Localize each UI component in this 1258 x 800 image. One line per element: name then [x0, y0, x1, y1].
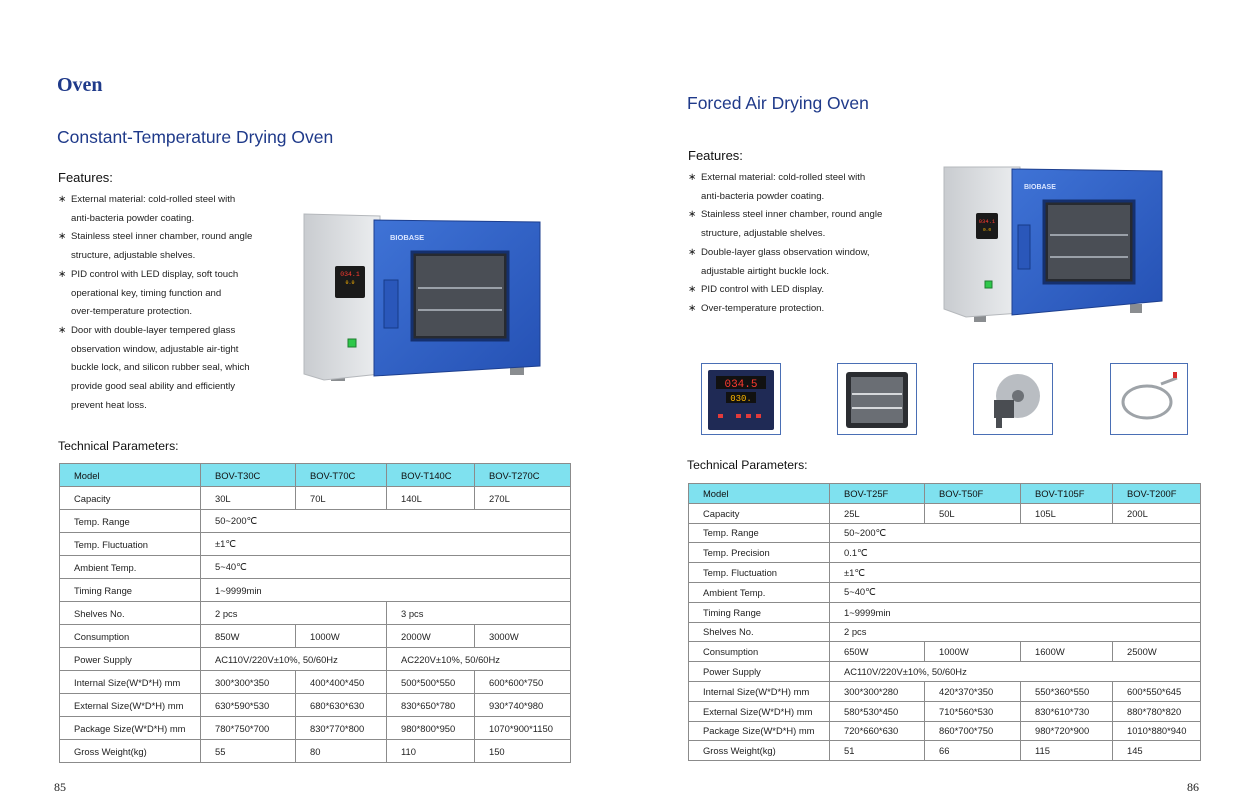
features-heading-right: Features: [688, 148, 743, 163]
table-cell: 2000W [387, 625, 475, 648]
table-cell: 400*400*450 [296, 671, 387, 694]
row-label: Consumption [689, 642, 830, 662]
table-row [60, 648, 571, 671]
table-cell: 140L [387, 487, 475, 510]
table-cell: 150 [475, 740, 571, 763]
feature-line: structure, adjustable shelves. [71, 250, 196, 262]
page-number-right: 86 [1187, 780, 1199, 794]
table-row [60, 510, 571, 533]
table-cell: 110 [387, 740, 475, 763]
table-cell: 650W [830, 642, 925, 662]
table-cell: 720*660*630 [830, 721, 925, 741]
table-cell: 420*370*350 [925, 681, 1021, 701]
product-title-left: Constant-Temperature Drying Oven [57, 127, 334, 147]
header-model-1: BOV-T25F [830, 484, 925, 504]
table-cell: 830*650*780 [387, 694, 475, 717]
table-cell: 3 pcs [387, 602, 571, 625]
feature-line: ∗ Over-temperature protection. [688, 300, 918, 319]
table-cell: 300*300*280 [830, 681, 925, 701]
table-cell: 25L [830, 503, 925, 523]
row-label: Ambient Temp. [60, 556, 201, 579]
row-label: Package Size(W*D*H) mm [689, 721, 830, 741]
table-cell: 780*750*700 [201, 717, 296, 740]
row-label: Power Supply [689, 662, 830, 682]
row-label: Temp. Precision [689, 543, 830, 563]
table-row [60, 740, 571, 763]
feature-line: operational key, timing function and [71, 287, 222, 299]
controller-main-readout: 034.5 [724, 379, 758, 391]
row-label: Timing Range [60, 579, 201, 602]
table-cell: 270L [475, 487, 571, 510]
forced-air-oven-image [940, 163, 1165, 329]
table-cell: AC110V/220V±10%, 50/60Hz [830, 662, 1201, 682]
feature-line: prevent heat loss. [71, 399, 147, 411]
table-row [689, 662, 1201, 682]
feature-line: ∗ Stainless steel inner chamber, round angle [58, 228, 288, 247]
feature-line: structure, adjustable shelves. [701, 228, 826, 240]
table-cell: 600*550*645 [1113, 681, 1201, 701]
brand-logo: BIOBASE [1024, 184, 1056, 191]
feature-line: observation window, adjustable air-tight [71, 343, 239, 355]
feature-line: adjustable airtight buckle lock. [701, 265, 829, 277]
table-cell: 630*590*530 [201, 694, 296, 717]
table-cell: AC110V/220V±10%, 50/60Hz [201, 648, 387, 671]
table-cell: 105L [1021, 503, 1113, 523]
header-model-3: BOV-T105F [1021, 484, 1113, 504]
table-row [60, 487, 571, 510]
tech-heading-left: Technical Parameters: [58, 439, 179, 453]
table-row [689, 642, 1201, 662]
row-label: Shelves No. [689, 622, 830, 642]
row-label: Ambient Temp. [689, 582, 830, 602]
spec-table-right [688, 483, 1201, 761]
table-cell: 830*610*730 [1021, 701, 1113, 721]
feature-line: ∗ Double-layer glass observation window, [688, 244, 918, 263]
row-label: Capacity [689, 503, 830, 523]
header-model-3: BOV-T140C [387, 464, 475, 487]
table-cell: 500*500*550 [387, 671, 475, 694]
table-cell: 930*740*980 [475, 694, 571, 717]
table-row [689, 563, 1201, 583]
feature-line: buckle lock, and silicon rubber seal, which [71, 362, 250, 374]
features-list-right [688, 169, 918, 319]
table-cell: 5~40℃ [201, 556, 571, 579]
row-label: Internal Size(W*D*H) mm [689, 681, 830, 701]
table-cell: 600*600*750 [475, 671, 571, 694]
table-cell: 1~9999min [201, 579, 571, 602]
spec-table-left [59, 463, 571, 763]
table-row [689, 503, 1201, 523]
table-cell: 0.1℃ [830, 543, 1201, 563]
table-cell: 1600W [1021, 642, 1113, 662]
display-sub: 0.0 [982, 228, 992, 233]
table-cell: 115 [1021, 741, 1113, 761]
chamber-thumbnail [837, 363, 917, 435]
table-cell: 50L [925, 503, 1021, 523]
controller-thumbnail [701, 363, 781, 435]
table-cell: ±1℃ [830, 563, 1201, 583]
feature-line: provide good seal ability and efficiently [71, 381, 236, 393]
row-label: Capacity [60, 487, 201, 510]
row-label: Temp. Range [689, 523, 830, 543]
feature-line: ∗ Door with double-layer tempered glass [58, 322, 288, 341]
table-cell: 55 [201, 740, 296, 763]
header-model-1: BOV-T30C [201, 464, 296, 487]
row-label: Gross Weight(kg) [60, 740, 201, 763]
feature-line: ∗ PID control with LED display. [688, 281, 918, 300]
display-sub: 0.0 [345, 280, 355, 286]
table-cell: ±1℃ [201, 533, 571, 556]
table-row [60, 579, 571, 602]
table-row [60, 694, 571, 717]
table-cell: 550*360*550 [1021, 681, 1113, 701]
header-model: Model [689, 484, 830, 504]
table-row [689, 701, 1201, 721]
table-row [689, 721, 1201, 741]
feature-line: ∗ External material: cold-rolled steel with [688, 169, 918, 188]
table-row [60, 625, 571, 648]
row-label: Power Supply [60, 648, 201, 671]
table-row [689, 622, 1201, 642]
table-row [60, 533, 571, 556]
product-title-right: Forced Air Drying Oven [687, 93, 869, 113]
row-label: Consumption [60, 625, 201, 648]
row-label: Temp. Fluctuation [60, 533, 201, 556]
table-cell: 66 [925, 741, 1021, 761]
constant-temperature-oven-image [300, 208, 545, 386]
row-label: Timing Range [689, 602, 830, 622]
table-row [689, 582, 1201, 602]
feature-line: ∗ PID control with LED display, soft touch [58, 266, 288, 285]
header-model-4: BOV-T270C [475, 464, 571, 487]
feature-line: anti-bacteria powder coating. [71, 212, 195, 224]
table-cell: 1010*880*940 [1113, 721, 1201, 741]
tech-heading-right: Technical Parameters: [687, 458, 808, 472]
table-cell: 980*800*950 [387, 717, 475, 740]
table-cell: 680*630*630 [296, 694, 387, 717]
controller-sub-readout: 030. [730, 394, 752, 404]
table-row [689, 741, 1201, 761]
header-model-2: BOV-T50F [925, 484, 1021, 504]
table-cell: 50~200℃ [830, 523, 1201, 543]
table-cell: 860*700*750 [925, 721, 1021, 741]
table-row [689, 543, 1201, 563]
table-cell: 70L [296, 487, 387, 510]
header-model: Model [60, 464, 201, 487]
table-cell: 1000W [925, 642, 1021, 662]
features-heading-left: Features: [58, 170, 113, 185]
table-cell: 200L [1113, 503, 1201, 523]
row-label: Temp. Fluctuation [689, 563, 830, 583]
table-cell: 830*770*800 [296, 717, 387, 740]
table-row [689, 602, 1201, 622]
header-model-2: BOV-T70C [296, 464, 387, 487]
display-main: 034.1 [340, 271, 360, 278]
table-cell: 2 pcs [201, 602, 387, 625]
table-row [60, 671, 571, 694]
table-cell: 3000W [475, 625, 571, 648]
table-cell: AC220V±10%, 50/60Hz [387, 648, 571, 671]
table-cell: 1000W [296, 625, 387, 648]
table-cell: 50~200℃ [201, 510, 571, 533]
table-cell: 850W [201, 625, 296, 648]
header-model-4: BOV-T200F [1113, 484, 1201, 504]
table-cell: 2 pcs [830, 622, 1201, 642]
table-cell: 1~9999min [830, 602, 1201, 622]
table-row [60, 602, 571, 625]
row-label: Shelves No. [60, 602, 201, 625]
table-cell: 580*530*450 [830, 701, 925, 721]
table-cell: 300*300*350 [201, 671, 296, 694]
table-cell: 30L [201, 487, 296, 510]
row-label: External Size(W*D*H) mm [689, 701, 830, 721]
display-main: 034.1 [978, 218, 996, 225]
table-row [60, 717, 571, 740]
table-cell: 980*720*900 [1021, 721, 1113, 741]
table-cell: 710*560*530 [925, 701, 1021, 721]
row-label: Temp. Range [60, 510, 201, 533]
table-cell: 145 [1113, 741, 1201, 761]
brand-logo: BIOBASE [390, 233, 425, 242]
row-label: Package Size(W*D*H) mm [60, 717, 201, 740]
page-number-left: 85 [54, 780, 66, 794]
temperature-sensor-thumbnail [1110, 363, 1188, 435]
row-label: Internal Size(W*D*H) mm [60, 671, 201, 694]
feature-line: anti-bacteria powder coating. [701, 190, 825, 202]
table-cell: 1070*900*1150 [475, 717, 571, 740]
fan-motor-thumbnail [973, 363, 1053, 435]
table-row [689, 523, 1201, 543]
table-cell: 51 [830, 741, 925, 761]
table-cell: 880*780*820 [1113, 701, 1201, 721]
table-row [689, 681, 1201, 701]
table-cell: 80 [296, 740, 387, 763]
section-title: Oven [57, 74, 103, 96]
row-label: External Size(W*D*H) mm [60, 694, 201, 717]
feature-line: ∗ Stainless steel inner chamber, round angle [688, 206, 918, 225]
table-cell: 5~40℃ [830, 582, 1201, 602]
feature-line: over-temperature protection. [71, 306, 193, 318]
features-list-left [58, 191, 288, 415]
row-label: Gross Weight(kg) [689, 741, 830, 761]
table-row [60, 556, 571, 579]
table-cell: 2500W [1113, 642, 1201, 662]
feature-line: ∗ External material: cold-rolled steel with [58, 191, 288, 210]
